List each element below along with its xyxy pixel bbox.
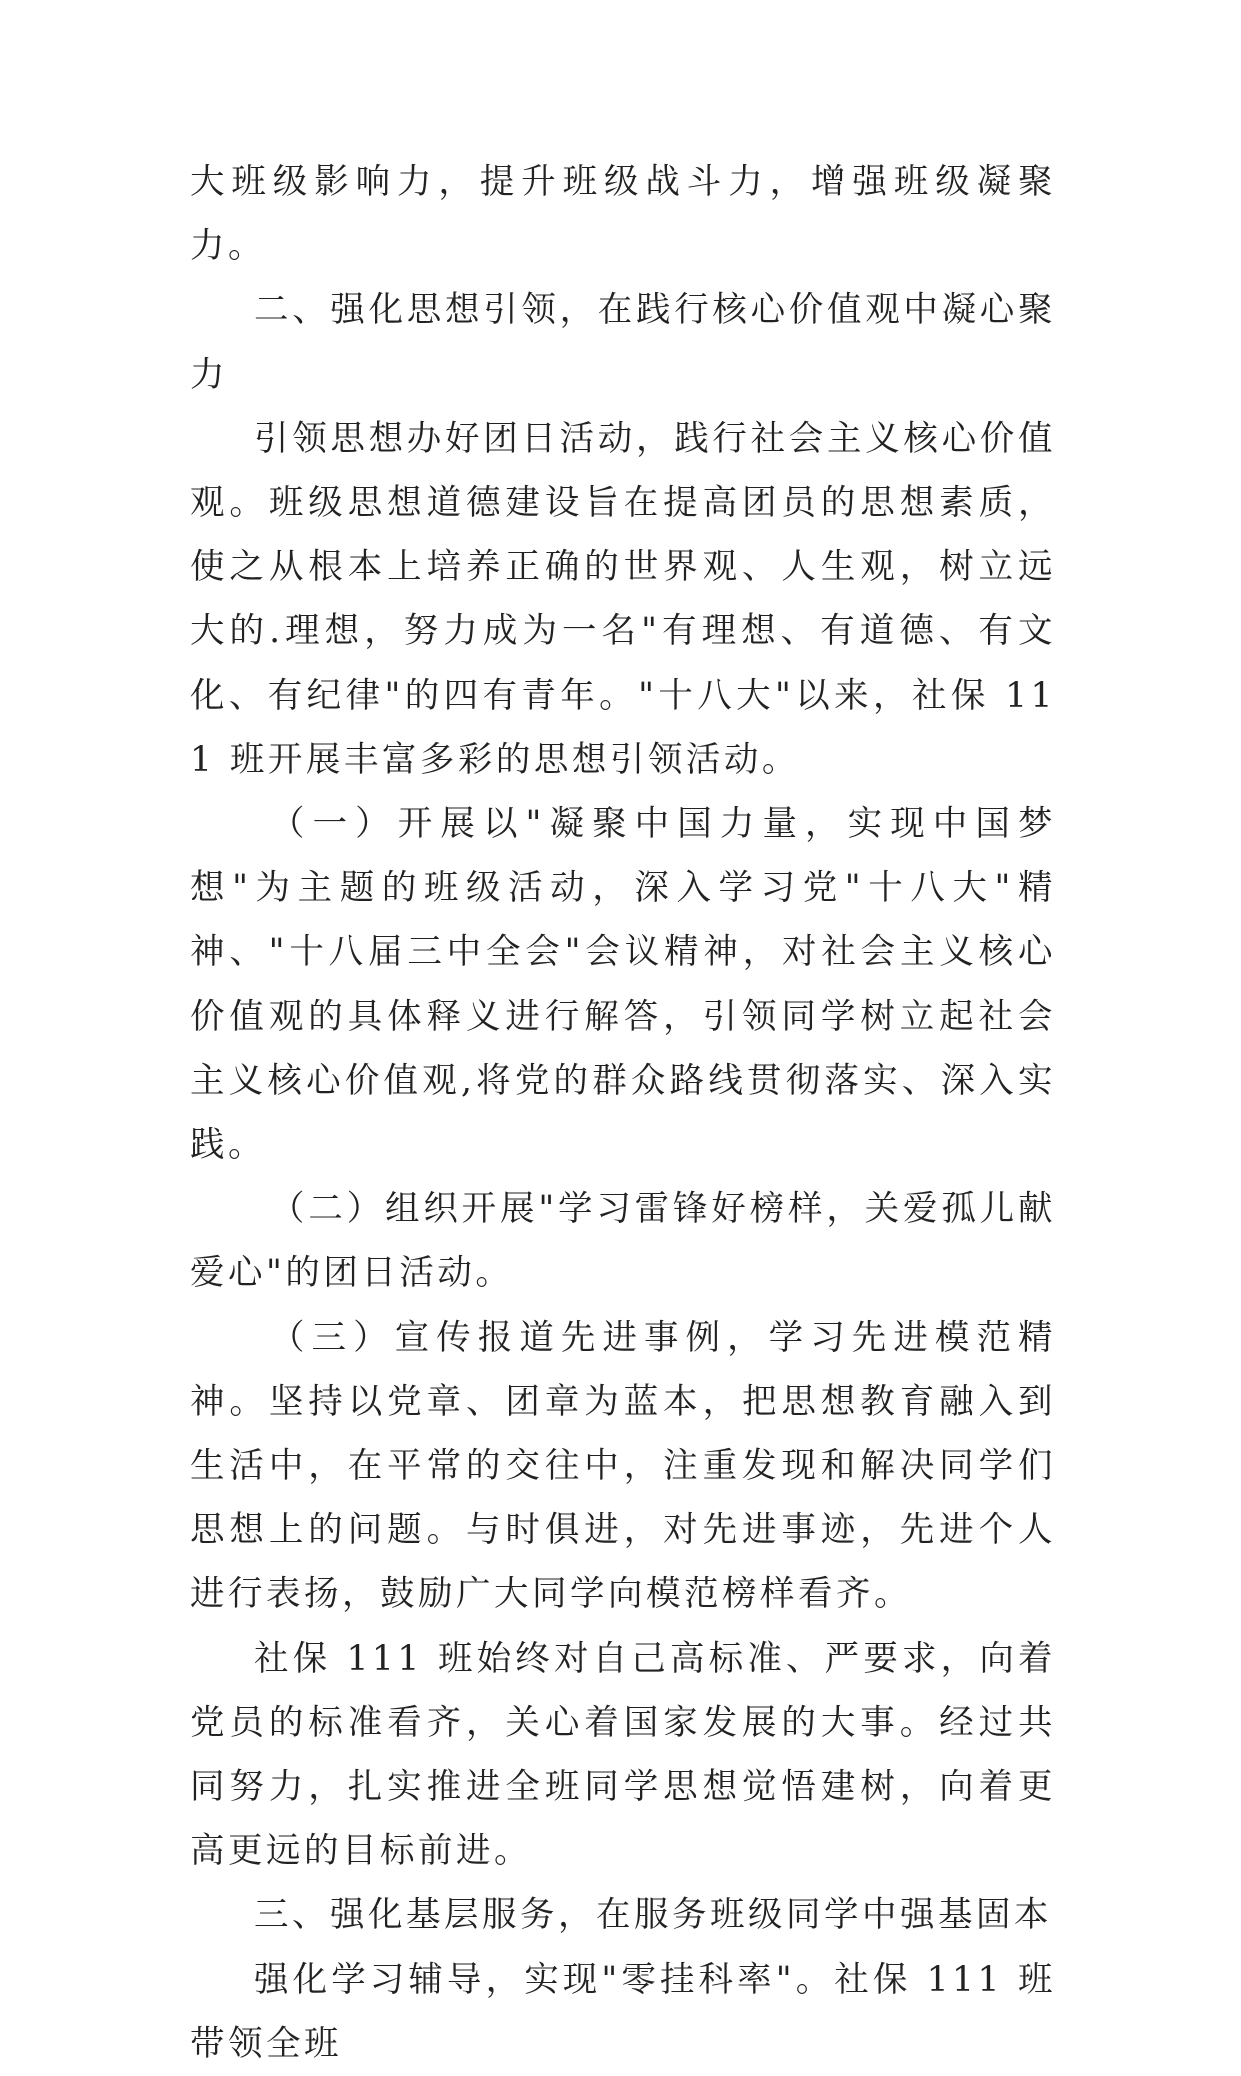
section-heading-2: 二、强化思想引领，在践行核心价值观中凝心聚力 [190, 290, 1056, 395]
paragraph-item-1: （一）开展以"凝聚中国力量，实现中国梦想"为主题的班级活动，深入学习党"十八大"精神、"十八届三中全会"会议精神，对社会主义核心价值观的具体释义进行解答，引领同学树立起社会主义核心价值观,将党的群众路线贯彻落实、深入实践。 [190, 804, 1056, 1166]
paragraph-intro-ideology: 引领思想办好团日活动，践行社会主义核心价值观。班级思想道德建设旨在提高团员的思想素质，使之从根本上培养正确的世界观、人生观，树立远大的.理想，努力成为一名"有理想、有道德、有文化、有纪律"的四有青年。"十八大"以来，社保 111 班开展丰富多彩的思想引领活动。 [190, 418, 1056, 780]
paragraph-summary: 社保 111 班始终对自己高标准、严要求，向着党员的标准看齐，关心着国家发展的大事。经过共同努力，扎实推进全班同学思想觉悟建树，向着更高更远的目标前进。 [190, 1638, 1056, 1872]
section-heading-3: 三、强化基层服务，在服务班级同学中强基固本 [254, 1895, 1052, 1936]
paragraph-item-2: （二）组织开展"学习雷锋好榜样，关爱孤儿献爱心"的团日活动。 [190, 1189, 1056, 1294]
paragraph-study-support: 强化学习辅导，实现"零挂科率"。社保 111 班带领全班 [190, 1959, 1056, 2064]
paragraph-item-3: （三）宣传报道先进事例，学习先进模范精神。坚持以党章、团章为蓝本，把思想教育融入到生活中，在平常的交往中，注重发现和解决同学们思想上的问题。与时俱进，对先进事迹，先进个人进行表扬，鼓励广大同学向模范榜样看齐。 [190, 1317, 1056, 1615]
paragraph-continuation: 大班级影响力，提升班级战斗力，增强班级凝聚力。 [190, 162, 1056, 267]
document-body [190, 150, 1056, 2076]
